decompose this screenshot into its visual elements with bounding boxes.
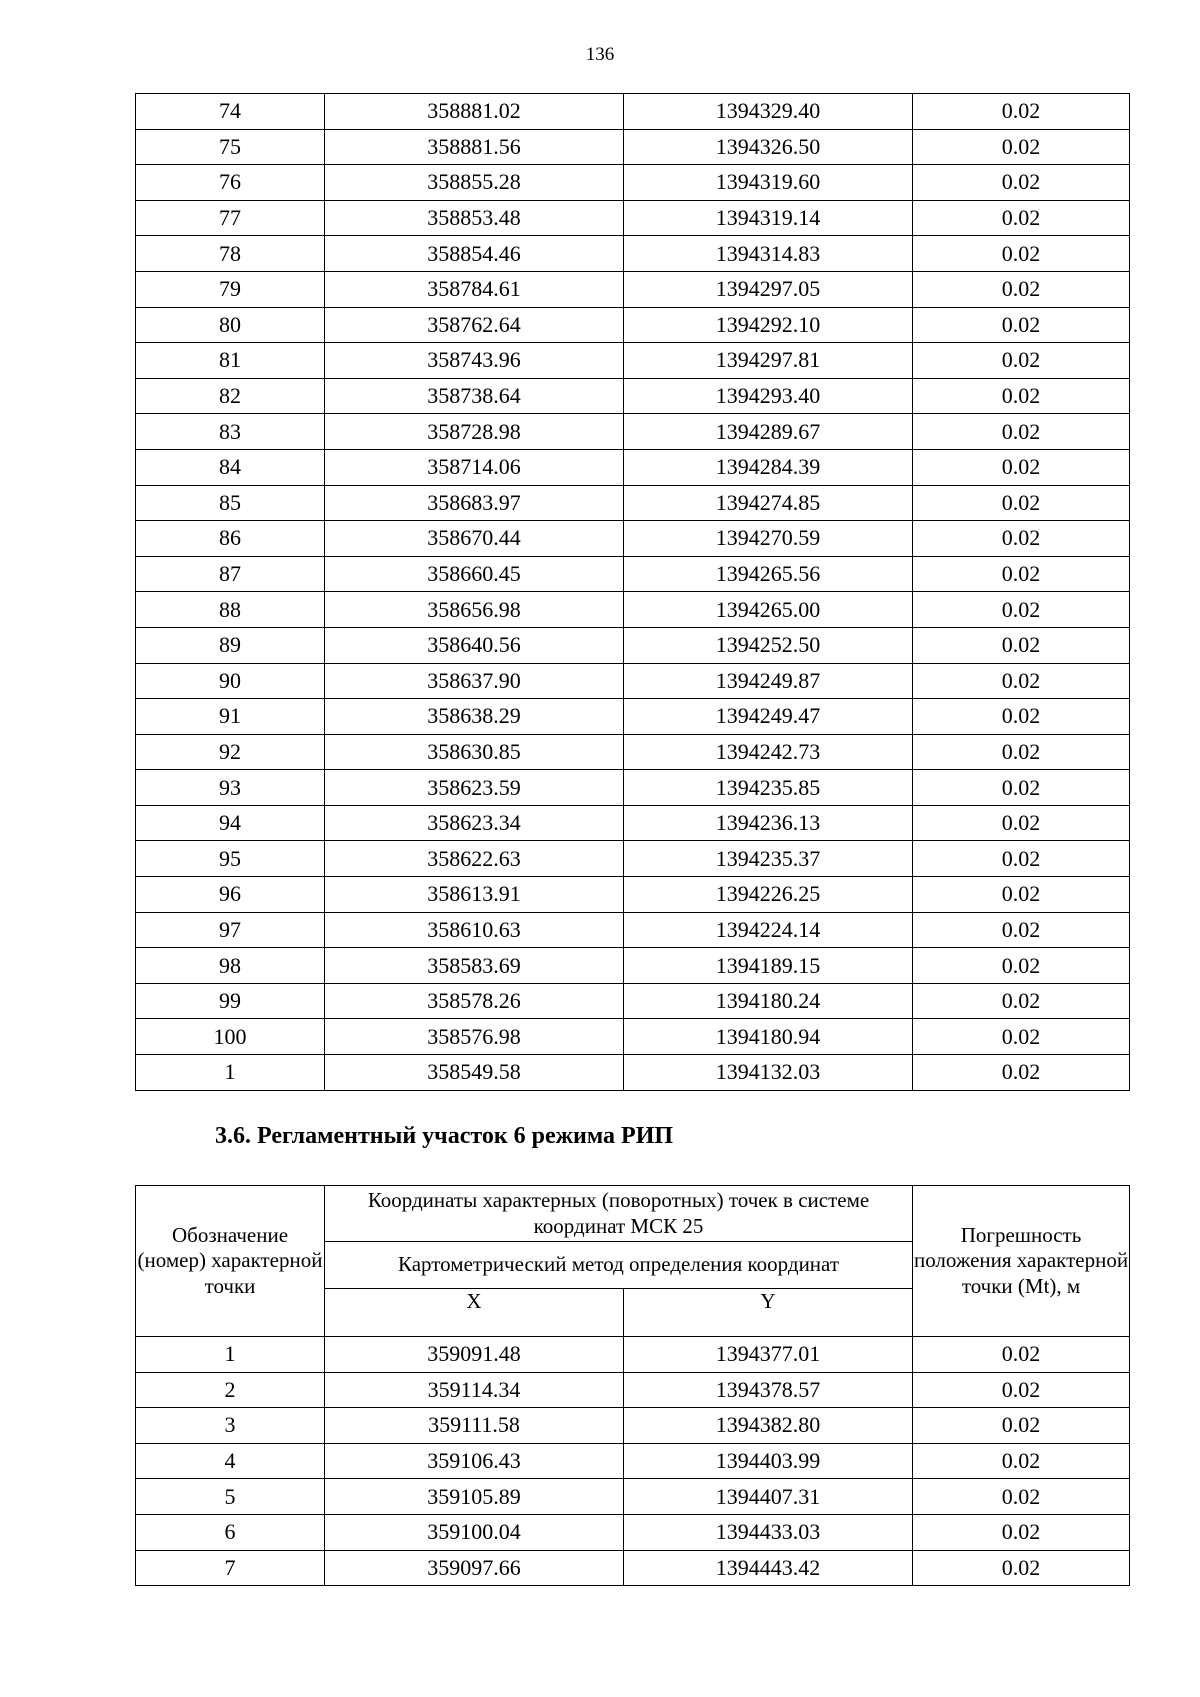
table-row — [136, 663, 1130, 699]
table-row — [136, 556, 1130, 592]
cell-point-number: 94 — [136, 805, 325, 841]
cell-x: 358622.63 — [325, 841, 624, 877]
cell-point-number: 81 — [136, 343, 325, 379]
cell-x: 358656.98 — [325, 592, 624, 628]
cell-error: 0.02 — [913, 1479, 1130, 1515]
cell-y: 1394180.24 — [624, 983, 913, 1019]
table-row — [136, 592, 1130, 628]
cell-error: 0.02 — [913, 165, 1130, 201]
cell-x: 359111.58 — [325, 1408, 624, 1444]
cell-y: 1394378.57 — [624, 1372, 913, 1408]
cell-error: 0.02 — [913, 271, 1130, 307]
cell-error: 0.02 — [913, 129, 1130, 165]
table-row — [136, 1019, 1130, 1055]
coordinates-table-section-6 — [135, 1185, 1130, 1586]
table-row — [136, 912, 1130, 948]
cell-point-number: 96 — [136, 877, 325, 913]
cell-y: 1394289.67 — [624, 414, 913, 450]
cell-x: 358670.44 — [325, 521, 624, 557]
cell-x: 358660.45 — [325, 556, 624, 592]
section-heading: 3.6. Регламентный участок 6 режима РИП — [215, 1123, 674, 1149]
table-row — [136, 307, 1130, 343]
cell-point-number: 92 — [136, 734, 325, 770]
cell-y: 1394265.00 — [624, 592, 913, 628]
cell-point-number: 6 — [136, 1514, 325, 1550]
table-row — [136, 1550, 1130, 1586]
table-row — [136, 948, 1130, 984]
cell-x: 358623.34 — [325, 805, 624, 841]
cell-point-number: 4 — [136, 1443, 325, 1479]
cell-y: 1394443.42 — [624, 1550, 913, 1586]
cell-x: 358714.06 — [325, 449, 624, 485]
cell-y: 1394274.85 — [624, 485, 913, 521]
cell-x: 358578.26 — [325, 983, 624, 1019]
cell-x: 358743.96 — [325, 343, 624, 379]
cell-x: 358630.85 — [325, 734, 624, 770]
cell-point-number: 87 — [136, 556, 325, 592]
cell-y: 1394265.56 — [624, 556, 913, 592]
cell-x: 359114.34 — [325, 1372, 624, 1408]
cell-y: 1394293.40 — [624, 378, 913, 414]
cell-point-number: 7 — [136, 1550, 325, 1586]
cell-x: 358728.98 — [325, 414, 624, 450]
cell-point-number: 86 — [136, 521, 325, 557]
header-point-number: Обозначение (номер) характерной точки — [136, 1186, 325, 1337]
table-row — [136, 343, 1130, 379]
cell-y: 1394132.03 — [624, 1055, 913, 1091]
cell-point-number: 77 — [136, 200, 325, 236]
cell-y: 1394270.59 — [624, 521, 913, 557]
cell-error: 0.02 — [913, 200, 1130, 236]
cell-error: 0.02 — [913, 627, 1130, 663]
table-row — [136, 236, 1130, 272]
cell-y: 1394252.50 — [624, 627, 913, 663]
table-row — [136, 805, 1130, 841]
cell-error: 0.02 — [913, 449, 1130, 485]
cell-point-number: 97 — [136, 912, 325, 948]
table-row — [136, 485, 1130, 521]
table-row — [136, 165, 1130, 201]
table-row — [136, 734, 1130, 770]
cell-error: 0.02 — [913, 307, 1130, 343]
table-header — [136, 1186, 1130, 1337]
cell-y: 1394403.99 — [624, 1443, 913, 1479]
table-row — [136, 200, 1130, 236]
cell-point-number: 98 — [136, 948, 325, 984]
cell-y: 1394284.39 — [624, 449, 913, 485]
table-row — [136, 983, 1130, 1019]
cell-error: 0.02 — [913, 1550, 1130, 1586]
cell-point-number: 1 — [136, 1337, 325, 1373]
table-row — [136, 699, 1130, 735]
cell-point-number: 99 — [136, 983, 325, 1019]
cell-x: 358549.58 — [325, 1055, 624, 1091]
cell-y: 1394382.80 — [624, 1408, 913, 1444]
cell-y: 1394319.14 — [624, 200, 913, 236]
cell-point-number: 100 — [136, 1019, 325, 1055]
cell-x: 358855.28 — [325, 165, 624, 201]
cell-x: 358637.90 — [325, 663, 624, 699]
cell-error: 0.02 — [913, 592, 1130, 628]
cell-x: 359097.66 — [325, 1550, 624, 1586]
cell-x: 358738.64 — [325, 378, 624, 414]
cell-y: 1394292.10 — [624, 307, 913, 343]
cell-point-number: 95 — [136, 841, 325, 877]
table-row — [136, 521, 1130, 557]
cell-x: 358623.59 — [325, 770, 624, 806]
cell-error: 0.02 — [913, 663, 1130, 699]
cell-error: 0.02 — [913, 414, 1130, 450]
cell-point-number: 80 — [136, 307, 325, 343]
cell-y: 1394433.03 — [624, 1514, 913, 1550]
table-row — [136, 1337, 1130, 1373]
table-row — [136, 1372, 1130, 1408]
table-row — [136, 1514, 1130, 1550]
header-error: Погрешность положения характерной точки (Mt), м — [913, 1186, 1130, 1337]
cell-error: 0.02 — [913, 770, 1130, 806]
cell-error: 0.02 — [913, 1055, 1130, 1091]
cell-point-number: 78 — [136, 236, 325, 272]
cell-y: 1394180.94 — [624, 1019, 913, 1055]
cell-error: 0.02 — [913, 556, 1130, 592]
cell-x: 358854.46 — [325, 236, 624, 272]
table-row — [136, 1408, 1130, 1444]
cell-y: 1394407.31 — [624, 1479, 913, 1515]
table-row — [136, 94, 1130, 130]
cell-error: 0.02 — [913, 1019, 1130, 1055]
cell-error: 0.02 — [913, 1337, 1130, 1373]
cell-error: 0.02 — [913, 699, 1130, 735]
cell-point-number: 5 — [136, 1479, 325, 1515]
cell-point-number: 74 — [136, 94, 325, 130]
cell-point-number: 79 — [136, 271, 325, 307]
cell-point-number: 90 — [136, 663, 325, 699]
cell-error: 0.02 — [913, 378, 1130, 414]
cell-point-number: 75 — [136, 129, 325, 165]
cell-y: 1394236.13 — [624, 805, 913, 841]
cell-error: 0.02 — [913, 343, 1130, 379]
table-row — [136, 627, 1130, 663]
cell-error: 0.02 — [913, 1372, 1130, 1408]
cell-point-number: 2 — [136, 1372, 325, 1408]
table-row — [136, 770, 1130, 806]
cell-point-number: 1 — [136, 1055, 325, 1091]
cell-error: 0.02 — [913, 734, 1130, 770]
cell-point-number: 3 — [136, 1408, 325, 1444]
cell-point-number: 83 — [136, 414, 325, 450]
table-row — [136, 271, 1130, 307]
cell-error: 0.02 — [913, 912, 1130, 948]
cell-point-number: 89 — [136, 627, 325, 663]
table-row — [136, 414, 1130, 450]
cell-y: 1394235.37 — [624, 841, 913, 877]
cell-error: 0.02 — [913, 841, 1130, 877]
cell-x: 358610.63 — [325, 912, 624, 948]
cell-point-number: 85 — [136, 485, 325, 521]
cell-point-number: 84 — [136, 449, 325, 485]
cell-y: 1394235.85 — [624, 770, 913, 806]
cell-y: 1394329.40 — [624, 94, 913, 130]
cell-error: 0.02 — [913, 948, 1130, 984]
cell-x: 358881.56 — [325, 129, 624, 165]
cell-y: 1394249.47 — [624, 699, 913, 735]
cell-error: 0.02 — [913, 94, 1130, 130]
table-row — [136, 841, 1130, 877]
cell-y: 1394224.14 — [624, 912, 913, 948]
cell-point-number: 91 — [136, 699, 325, 735]
header-y: Y — [624, 1289, 913, 1337]
cell-error: 0.02 — [913, 521, 1130, 557]
table-row — [136, 129, 1130, 165]
cell-x: 359091.48 — [325, 1337, 624, 1373]
cell-error: 0.02 — [913, 485, 1130, 521]
cell-point-number: 82 — [136, 378, 325, 414]
cell-y: 1394189.15 — [624, 948, 913, 984]
cell-y: 1394314.83 — [624, 236, 913, 272]
table-row — [136, 1055, 1130, 1091]
table-row — [136, 1479, 1130, 1515]
cell-x: 358576.98 — [325, 1019, 624, 1055]
cell-x: 358638.29 — [325, 699, 624, 735]
cell-error: 0.02 — [913, 805, 1130, 841]
cell-y: 1394326.50 — [624, 129, 913, 165]
table-row — [136, 378, 1130, 414]
cell-y: 1394377.01 — [624, 1337, 913, 1373]
cell-y: 1394249.87 — [624, 663, 913, 699]
table-row — [136, 1443, 1130, 1479]
cell-x: 359105.89 — [325, 1479, 624, 1515]
header-x: X — [325, 1289, 624, 1337]
cell-y: 1394297.05 — [624, 271, 913, 307]
cell-x: 358683.97 — [325, 485, 624, 521]
cell-error: 0.02 — [913, 1514, 1130, 1550]
cell-error: 0.02 — [913, 1408, 1130, 1444]
cell-y: 1394319.60 — [624, 165, 913, 201]
cell-x: 358853.48 — [325, 200, 624, 236]
table-row — [136, 449, 1130, 485]
cell-y: 1394226.25 — [624, 877, 913, 913]
cell-point-number: 93 — [136, 770, 325, 806]
table-body — [136, 1337, 1130, 1586]
header-method: Картометрический метод определения координат — [325, 1242, 913, 1289]
cell-x: 358613.91 — [325, 877, 624, 913]
page-number: 136 — [585, 44, 615, 65]
cell-point-number: 88 — [136, 592, 325, 628]
table-row — [136, 877, 1130, 913]
cell-error: 0.02 — [913, 877, 1130, 913]
cell-x: 358583.69 — [325, 948, 624, 984]
cell-x: 358640.56 — [325, 627, 624, 663]
cell-x: 359106.43 — [325, 1443, 624, 1479]
cell-x: 358762.64 — [325, 307, 624, 343]
coordinates-table-continued — [135, 93, 1130, 1091]
header-coordinates: Координаты характерных (поворотных) точек в системе координат МСК 25 — [325, 1186, 913, 1242]
cell-x: 359100.04 — [325, 1514, 624, 1550]
cell-point-number: 76 — [136, 165, 325, 201]
cell-x: 358784.61 — [325, 271, 624, 307]
cell-x: 358881.02 — [325, 94, 624, 130]
cell-error: 0.02 — [913, 236, 1130, 272]
cell-y: 1394297.81 — [624, 343, 913, 379]
table-body — [136, 94, 1130, 1091]
cell-error: 0.02 — [913, 983, 1130, 1019]
cell-y: 1394242.73 — [624, 734, 913, 770]
cell-error: 0.02 — [913, 1443, 1130, 1479]
